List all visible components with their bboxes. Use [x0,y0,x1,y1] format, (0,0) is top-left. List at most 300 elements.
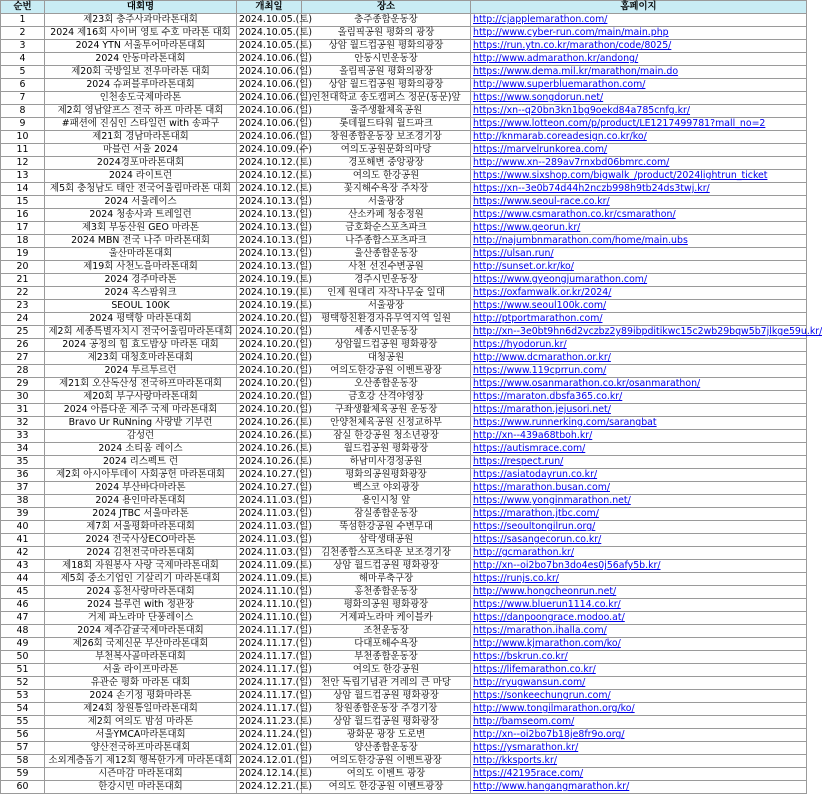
event-venue: 울주생활체육공원 [302,105,471,118]
event-date: 2024.10.12.(토) [237,157,302,170]
event-venue: 평화의공원 평화광장 [302,599,471,612]
row-number: 57 [1,742,45,755]
event-venue: 잠실종합운동장 [302,508,471,521]
event-date: 2024.11.17.(일) [237,625,302,638]
event-venue: 양산종합운동장 [302,742,471,755]
row-number: 40 [1,521,45,534]
row-number: 53 [1,690,45,703]
event-date: 2024.11.03.(일) [237,495,302,508]
event-homepage [471,560,807,573]
event-date: 2024.10.06.(일) [237,92,302,105]
homepage-link[interactable]: http://www.admarathon.kr/andong/ [473,53,639,64]
homepage-link[interactable]: https://www.csmarathon.co.kr/csmarathon/ [473,209,676,220]
event-name: 제5회 충청남도 태안 전국어울림마라톤 대회 [45,183,237,196]
event-homepage [471,170,807,183]
event-venue: 평택항친환경자유무역지역 일원 [302,313,471,326]
homepage-link[interactable]: http://www.superbluemarathon.com/ [473,79,646,90]
homepage-link[interactable]: http://kksports.kr/ [473,755,557,766]
homepage-link[interactable]: https://www.bluerun1114.co.kr/ [473,599,621,610]
row-number: 32 [1,417,45,430]
table-row [1,599,807,612]
event-homepage [471,118,807,131]
table-row [1,53,807,66]
event-date: 2024.11.10.(일) [237,612,302,625]
row-number: 39 [1,508,45,521]
homepage-link[interactable]: https://asiatodayrun.co.kr/ [473,469,598,480]
event-venue: 김천종합스포츠타운 보조경기장 [302,547,471,560]
event-date: 2024.10.20.(일) [237,378,302,391]
header-number: 순번 [1,1,45,14]
table-row [1,508,807,521]
event-venue: 꽃지해수욕장 주차장 [302,183,471,196]
event-name: 2024 옥스팜워크 [45,287,237,300]
event-name: 제20회 부구사랑마라톤대회 [45,391,237,404]
row-number: 19 [1,248,45,261]
row-number: 37 [1,482,45,495]
homepage-link[interactable]: https://ysmarathon.kr/ [473,742,579,753]
homepage-link[interactable]: https://sonkeechungrun.com/ [473,690,611,701]
header-event-name: 대회명 [45,1,237,14]
event-venue: 구좌생활체육공원 운동장 [302,404,471,417]
row-number: 3 [1,40,45,53]
row-number: 56 [1,729,45,742]
event-name: SEOUL 100K [45,300,237,313]
table-row [1,339,807,352]
table-row [1,573,807,586]
homepage-link[interactable]: https://www.runnerking.com/sarangbat [473,417,657,428]
row-number: 42 [1,547,45,560]
event-venue: 다대포해수욕장 [302,638,471,651]
event-homepage [471,573,807,586]
event-name: 제23회 충주사과마라톤대회 [45,14,237,27]
homepage-link[interactable]: http://cjapplemarathon.com/ [473,14,608,25]
event-venue: 벡스코 야외광장 [302,482,471,495]
event-venue: 잠실 한강공원 청소년광장 [302,430,471,443]
row-number: 24 [1,313,45,326]
event-date: 2024.10.19.(토) [237,287,302,300]
event-venue: 충주종합운동장 [302,14,471,27]
homepage-link[interactable]: https://oxfamwalk.or.kr/2024/ [473,287,612,298]
table-row [1,274,807,287]
homepage-link[interactable]: https://lifemarathon.co.kr/ [473,664,596,675]
event-homepage [471,79,807,92]
row-number: 15 [1,196,45,209]
row-number: 20 [1,261,45,274]
event-venue: 울산종합운동장 [302,248,471,261]
table-row [1,651,807,664]
row-number: 16 [1,209,45,222]
event-venue: 금호강 산격야영장 [302,391,471,404]
event-name: 2024 YTN 서울투어마라톤대회 [45,40,237,53]
table-row [1,391,807,404]
row-number: 18 [1,235,45,248]
event-date: 2024.10.12.(토) [237,183,302,196]
event-homepage [471,508,807,521]
homepage-link[interactable]: https://runjs.co.kr/ [473,573,559,584]
event-date: 2024.10.06.(일) [237,131,302,144]
event-name: 2024 손기정 평화마라톤 [45,690,237,703]
event-date: 2024.10.13.(일) [237,196,302,209]
row-number: 48 [1,625,45,638]
event-date: 2024.10.06.(일) [237,66,302,79]
homepage-link[interactable]: http://www.dcmarathon.or.kr/ [473,352,611,363]
event-venue: 여의도 한강공원 이벤트광장 [302,781,471,794]
event-date: 2024.11.17.(일) [237,638,302,651]
event-venue: 천안 독립기념관 겨레의 큰 마당 [302,677,471,690]
row-number: 52 [1,677,45,690]
row-number: 17 [1,222,45,235]
homepage-link[interactable]: https://marvelrunkorea.com/ [473,144,608,155]
row-number: 41 [1,534,45,547]
table-row [1,625,807,638]
homepage-link[interactable]: http://sunset.or.kr/ko/ [473,261,574,272]
homepage-link[interactable]: http://www.hangangmarathon.kr/ [473,781,630,792]
table-row [1,170,807,183]
event-venue: 사천 선진수변공원 [302,261,471,274]
row-number: 12 [1,157,45,170]
row-number: 5 [1,66,45,79]
event-homepage [471,638,807,651]
event-name: 2024 청송사과 트레일런 [45,209,237,222]
event-date: 2024.11.17.(일) [237,690,302,703]
homepage-link[interactable]: http://www.cyber-run.com/main/main.php [473,27,669,38]
homepage-link[interactable]: http://www.hongcheonrun.net/ [473,586,617,597]
event-date: 2024.10.20.(일) [237,313,302,326]
event-homepage [471,755,807,768]
homepage-link[interactable]: https://autismrace.com/ [473,443,586,454]
event-homepage [471,664,807,677]
event-date: 2024.10.06.(일) [237,118,302,131]
homepage-link[interactable]: https://www.seoul-race.co.kr/ [473,196,610,207]
event-name: 2024 슈퍼블루마라톤대회 [45,79,237,92]
table-body [1,14,822,794]
table-row [1,781,807,794]
event-venue: 인제 원대리 자작나무숲 일대 [302,287,471,300]
event-date: 2024.10.27.(일) [237,482,302,495]
table-row [1,417,807,430]
homepage-link[interactable]: https://www.gyeongjumarathon.com/ [473,274,648,285]
event-homepage [471,378,807,391]
table-row [1,586,807,599]
event-homepage [471,300,807,313]
homepage-link[interactable]: http://xn--439a68tboh.kr/ [473,430,593,441]
homepage-link[interactable]: http://xn--oi2bo7bn3do4es0j56afy5b.kr/ [473,560,661,571]
event-venue: 거제파노라마 케이블카 [302,612,471,625]
table-row [1,79,807,92]
event-date: 2024.12.14.(토) [237,768,302,781]
table-row [1,105,807,118]
event-name: 울산마라톤대회 [45,248,237,261]
event-venue: 세종시민운동장 [302,326,471,339]
table-row [1,261,807,274]
event-name: 2024 라이트런 [45,170,237,183]
event-homepage [471,209,807,222]
row-number: 44 [1,573,45,586]
row-number: 47 [1,612,45,625]
event-name: 제21회 오산독산성 전국하프마라톤대회 [45,378,237,391]
event-date: 2024.10.05.(토) [237,27,302,40]
event-venue: 여의도공원문화의마당 [302,144,471,157]
table-row [1,521,807,534]
event-homepage [471,612,807,625]
event-homepage [471,183,807,196]
row-number: 29 [1,378,45,391]
event-date: 2024.10.20.(일) [237,404,302,417]
event-venue: 뚝섬한강공원 수변무대 [302,521,471,534]
homepage-link[interactable]: https://danpoongrace.modoo.at/ [473,612,625,623]
table-row [1,209,807,222]
header-row [1,1,807,14]
table-row [1,547,807,560]
event-date: 2024.11.10.(일) [237,599,302,612]
event-date: 2024.10.26.(토) [237,417,302,430]
event-date: 2024.12.01.(일) [237,755,302,768]
table-row [1,196,807,209]
event-date: 2024.10.26.(토) [237,456,302,469]
event-homepage [471,456,807,469]
event-homepage [471,14,807,27]
row-number: 33 [1,430,45,443]
event-venue: 여의도한강공원 이벤트광장 [302,365,471,378]
homepage-link[interactable]: https://marathon.jejusori.net/ [473,404,611,415]
event-homepage [471,235,807,248]
homepage-link[interactable]: https://www.dema.mil.kr/marathon/main.do [473,66,679,77]
event-homepage [471,482,807,495]
header-venue: 장소 [302,1,471,14]
table-row [1,404,807,417]
event-name: 마블런 서울 2024 [45,144,237,157]
homepage-link[interactable]: https://hyodorun.kr/ [473,339,567,350]
row-number: 28 [1,365,45,378]
event-homepage [471,222,807,235]
event-date: 2024.10.20.(일) [237,339,302,352]
homepage-link[interactable]: http://xn--3e0bt9hn6d2vczbz2y89ibpditikwc15c2wb29bqw5b7jlkge59u.kr/ [473,326,822,337]
event-homepage [471,261,807,274]
event-name: 제19회 사천노을마라톤대회 [45,261,237,274]
event-date: 2024.10.13.(일) [237,235,302,248]
row-number: 14 [1,183,45,196]
event-homepage [471,105,807,118]
table-row [1,287,807,300]
homepage-link[interactable]: https://www.georun.kr/ [473,222,581,233]
homepage-link[interactable]: https://www.osanmarathon.co.kr/osanmarathon/ [473,378,701,389]
event-homepage [471,157,807,170]
event-homepage [471,352,807,365]
event-homepage [471,729,807,742]
homepage-link[interactable]: https://xn--3e0b74d44h2nczb998h9tb24ds3twj.kr/ [473,183,710,194]
homepage-link[interactable]: https://maraton.dbsfa365.co.kr/ [473,391,623,402]
homepage-link[interactable]: https://run.ytn.co.kr/marathon/code/8025/ [473,40,672,51]
table-row [1,40,807,53]
header-date: 개최일 [237,1,302,14]
event-name: 시즌마감 마라톤대회 [45,768,237,781]
event-date: 2024.10.19.(토) [237,300,302,313]
table-row [1,378,807,391]
table-row [1,131,807,144]
event-name: 2024 JTBC 서울마라톤 [45,508,237,521]
event-name: 2024 투르투르런 [45,365,237,378]
event-venue: 인천대학교 송도캠퍼스 정문(동문)앞 [302,92,471,105]
row-number: 38 [1,495,45,508]
event-name: 2024 MBN 전국 나주 마라톤대회 [45,235,237,248]
event-date: 2024.10.20.(일) [237,391,302,404]
row-number: 35 [1,456,45,469]
event-venue: 창원종합운동장 보조경기장 [302,131,471,144]
event-homepage [471,326,822,339]
homepage-link[interactable]: http://www.xn--289av7rnxbd06bmrc.com/ [473,157,670,168]
homepage-link[interactable]: https://marathon.busan.com/ [473,482,610,493]
homepage-link[interactable]: https://respect.run/ [473,456,564,467]
event-homepage [471,599,807,612]
table-row [1,638,807,651]
event-name: 제23회 대청호마라톤대회 [45,352,237,365]
homepage-link[interactable]: https://www.seoul100k.com/ [473,300,607,311]
homepage-link[interactable]: https://seoultongilrun.org/ [473,521,596,532]
event-homepage [471,703,807,716]
event-name: 유관순 평화 마라톤 대회 [45,677,237,690]
event-name: 서울 라이프마라톤 [45,664,237,677]
event-venue: 서울광장 [302,300,471,313]
row-number: 58 [1,755,45,768]
event-homepage [471,40,807,53]
event-date: 2024.10.20.(일) [237,365,302,378]
event-homepage [471,27,807,40]
event-date: 2024.11.17.(일) [237,703,302,716]
event-venue: 상암 월드컵공원 평화의광장 [302,40,471,53]
event-name: 제2회 영남알프스 전국 하프 마라톤 대회 [45,105,237,118]
event-name: 2024 전국사상ECO마라톤 [45,534,237,547]
header-homepage: 홈페이지 [471,1,807,14]
homepage-link[interactable]: http://ryugwansun.com/ [473,677,586,688]
table-row [1,157,807,170]
event-name: 2024 홍천사랑마라톤대회 [45,586,237,599]
event-homepage [471,248,807,261]
row-number: 55 [1,716,45,729]
event-date: 2024.11.23.(토) [237,716,302,729]
row-number: 26 [1,339,45,352]
event-date: 2024.11.17.(일) [237,664,302,677]
event-homepage [471,92,807,105]
event-venue: 부천종합운동장 [302,651,471,664]
event-name: 제26회 국제신문 부산마라톤대회 [45,638,237,651]
event-venue: 산소카페 청송정원 [302,209,471,222]
event-venue: 조천운동장 [302,625,471,638]
event-venue: 하남미사경정공원 [302,456,471,469]
event-name: 제18회 자원봉사 사랑 국제마라톤대회 [45,560,237,573]
homepage-link[interactable]: http://knmarab.coreadesign.co.kr/ko/ [473,131,647,142]
event-date: 2024.10.13.(일) [237,248,302,261]
homepage-link[interactable]: https://xn--q20bn3kn1bg9oekd84a785cnfg.kr/ [473,105,691,116]
event-venue: 대청공원 [302,352,471,365]
row-number: 6 [1,79,45,92]
event-name: 제20회 국방일보 전우마라톤 대회 [45,66,237,79]
table-row [1,235,807,248]
event-name: 양산전국하프마라톤대회 [45,742,237,755]
event-venue: 여의도 한강공원 [302,170,471,183]
event-date: 2024.10.27.(일) [237,469,302,482]
event-date: 2024.10.09.(수) [237,144,302,157]
event-name: 제2회 아시아투데이 사회공헌 마라톤대회 [45,469,237,482]
event-date: 2024.10.05.(토) [237,14,302,27]
event-date: 2024.10.12.(토) [237,170,302,183]
homepage-link[interactable]: https://marathon.jtbc.com/ [473,508,599,519]
event-homepage [471,742,807,755]
homepage-link[interactable]: http://www.kjmarathon.com/ko/ [473,638,621,649]
row-number: 9 [1,118,45,131]
event-name: Bravo Ur RuNning 사랑밭 기부런 [45,417,237,430]
homepage-link[interactable]: https://ulsan.run/ [473,248,554,259]
event-venue: 금호화순스포츠파크 [302,222,471,235]
table-row [1,755,807,768]
event-homepage [471,131,807,144]
row-number: 11 [1,144,45,157]
homepage-link[interactable]: https://42195race.com/ [473,768,584,779]
table-row [1,430,807,443]
homepage-link[interactable]: http://gcmarathon.kr/ [473,547,575,558]
event-date: 2024.10.13.(일) [237,209,302,222]
event-date: 2024.11.03.(일) [237,521,302,534]
event-date: 2024.10.20.(일) [237,352,302,365]
event-date: 2024.10.26.(토) [237,443,302,456]
row-number: 10 [1,131,45,144]
homepage-link[interactable]: http://ptportmarathon.com/ [473,313,603,324]
row-number: 60 [1,781,45,794]
event-homepage [471,690,807,703]
table-row [1,66,807,79]
event-venue: 용인시청 앞 [302,495,471,508]
homepage-link[interactable]: https://www.lotteon.com/p/product/LE1217499781?mall_no=2 [473,118,766,129]
homepage-link[interactable]: http://najumbnmarathon.com/home/main.ubs [473,235,688,246]
homepage-link[interactable]: https://sasangecorun.co.kr/ [473,534,602,545]
event-name: 제5회 중소기업인 기살리기 마라톤대회 [45,573,237,586]
event-name: 2024 제16회 사이버 영토 수호 마라톤 대회 [45,27,237,40]
event-name: 감성런 [45,430,237,443]
event-name: 제24회 창원통일마라톤대회 [45,703,237,716]
event-name: 한강시민 마라톤대회 [45,781,237,794]
homepage-link[interactable]: https://marathon.ihalla.com/ [473,625,607,636]
homepage-link[interactable]: https://www.sixshop.com/bigwalk_/product/2024lightrun_ticket [473,170,768,181]
homepage-link[interactable]: https://bskrun.co.kr/ [473,651,568,662]
event-venue: 월드컵공원 평화광장 [302,443,471,456]
event-name: 2024 제주감귤국제마라톤대회 [45,625,237,638]
homepage-link[interactable]: http://xn--oi2bo7b18je8fr9o.org/ [473,729,625,740]
table-row [1,352,807,365]
homepage-link[interactable]: http://www.tongilmarathon.org/ko/ [473,703,635,714]
event-venue: 안양천체육공원 신정교하부 [302,417,471,430]
event-venue: 경포해변 중앙광장 [302,157,471,170]
event-name: 2024 블루런 with 정관장 [45,599,237,612]
homepage-link[interactable]: https://www.songdorun.net/ [473,92,604,103]
event-name: 거제 파노라마 단풍레이스 [45,612,237,625]
event-venue: 상암 월드컵공원 평화광장 [302,560,471,573]
event-venue: 롯데월드타워 월드파크 [302,118,471,131]
homepage-link[interactable]: https://www.119cprrun.com/ [473,365,607,376]
homepage-link[interactable]: https://www.yonginmarathon.net/ [473,495,631,506]
row-number: 36 [1,469,45,482]
table-row [1,729,807,742]
row-number: 50 [1,651,45,664]
event-name: 제2회 여의도 밤섬 마라톤 [45,716,237,729]
event-venue: 상암 월드컵공원 평화의광장 [302,79,471,92]
row-number: 27 [1,352,45,365]
homepage-link[interactable]: http://bamseom.com/ [473,716,575,727]
table-row [1,118,807,131]
row-number: 34 [1,443,45,456]
event-date: 2024.11.17.(일) [237,677,302,690]
event-venue: 상암 월드컵공원 평화광장 [302,716,471,729]
row-number: 7 [1,92,45,105]
event-name: 2024 공정의 힘 효도밥상 마라톤 대회 [45,339,237,352]
